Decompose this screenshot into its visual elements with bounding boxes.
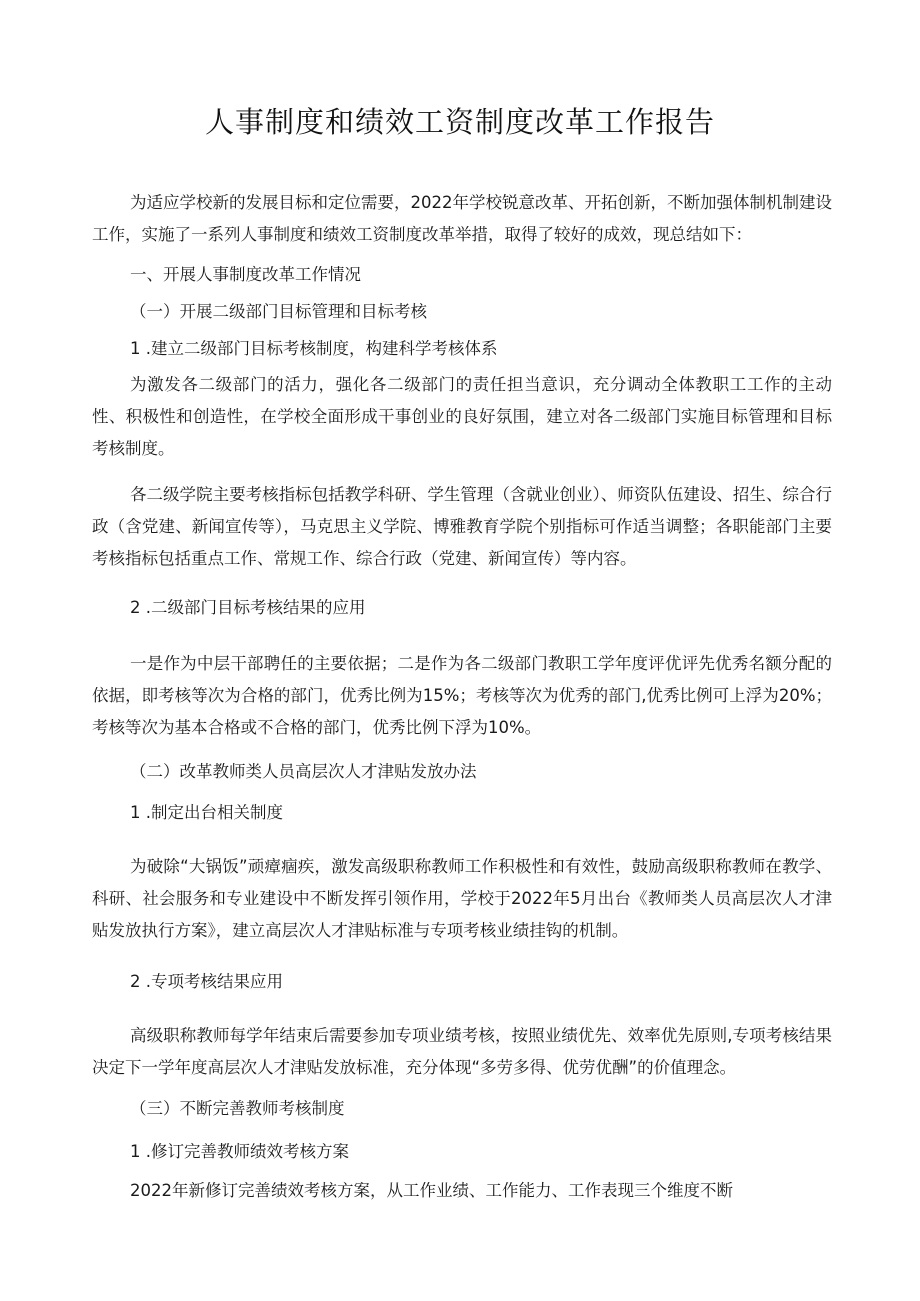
item-heading-1-3-1: 1 .修订完善教师绩效考核方案 bbox=[130, 1142, 349, 1161]
paragraph-1-1-1-b: 各二级学院主要考核指标包括教学科研、学生管理（含就业创业）、师资队伍建设、招生、综合行政（含党建、新闻宣传等），马克思主义学院、博雅教育学院个别指标可作适当调整；各职能部门主要考核指标包括重点工作、常规工作、综合行政（党建、新闻宣传）等内容。 bbox=[92, 485, 832, 568]
subsection-heading-1-2: （二）改革教师类人员高层次人才津贴发放办法 bbox=[130, 762, 477, 781]
paragraph-1-2-1: 为破除“大锅饭”顽瘴痼疾，激发高级职称教师工作积极性和有效性，鼓励高级职称教师在教学、科研、社会服务和专业建设中不断发挥引领作用，学校于2022年5月出台《教师类人员高层次人才津贴发放执行方案》，建立高层次人才津贴标准与专项考核业绩挂钩的机制。 bbox=[92, 857, 832, 940]
subsection-heading-1-1: （一）开展二级部门目标管理和目标考核 bbox=[130, 302, 427, 321]
document-title: 人事制度和绩效工资制度改革工作报告 bbox=[204, 105, 715, 139]
paragraph-1-2-2: 高级职称教师每学年结束后需要参加专项业绩考核，按照业绩优先、效率优先原则,专项考核结果决定下一学年度高层次人才津贴发放标准，充分体现“多劳多得、优劳优酬”的价值理念。 bbox=[92, 1026, 832, 1077]
paragraph-1-3-1: 2022年新修订完善绩效考核方案，从工作业绩、工作能力、工作表现三个维度不断 bbox=[130, 1181, 733, 1200]
intro-paragraph: 为适应学校新的发展目标和定位需要，2022年学校锐意改革、开拓创新，不断加强体制机制建设工作，实施了一系列人事制度和绩效工资制度改革举措，取得了较好的成效，现总结如下： bbox=[92, 193, 832, 244]
item-heading-1-2-2: 2 .专项考核结果应用 bbox=[130, 972, 283, 991]
item-heading-1-1-2: 2 .二级部门目标考核结果的应用 bbox=[130, 598, 366, 617]
subsection-heading-1-3: （三）不断完善教师考核制度 bbox=[130, 1099, 345, 1118]
section-heading-1: 一、开展人事制度改革工作情况 bbox=[130, 265, 361, 284]
item-heading-1-1-1: 1 .建立二级部门目标考核制度，构建科学考核体系 bbox=[130, 339, 498, 358]
paragraph-1-1-2: 一是作为中层干部聘任的主要依据；二是作为各二级部门教职工学年度评优评先优秀名额分配的依据，即考核等次为合格的部门，优秀比例为15%；考核等次为优秀的部门,优秀比例可上浮为20%；考核等次为基本合格或不合格的部门，优秀比例下浮为10%。 bbox=[92, 654, 832, 737]
paragraph-1-1-1-a: 为激发各二级部门的活力，强化各二级部门的责任担当意识，充分调动全体教职工工作的主动性、积极性和创造性，在学校全面形成干事创业的良好氛围，建立对各二级部门实施目标管理和目标考核制度。 bbox=[92, 375, 832, 458]
item-heading-1-2-1: 1 .制定出台相关制度 bbox=[130, 803, 283, 822]
